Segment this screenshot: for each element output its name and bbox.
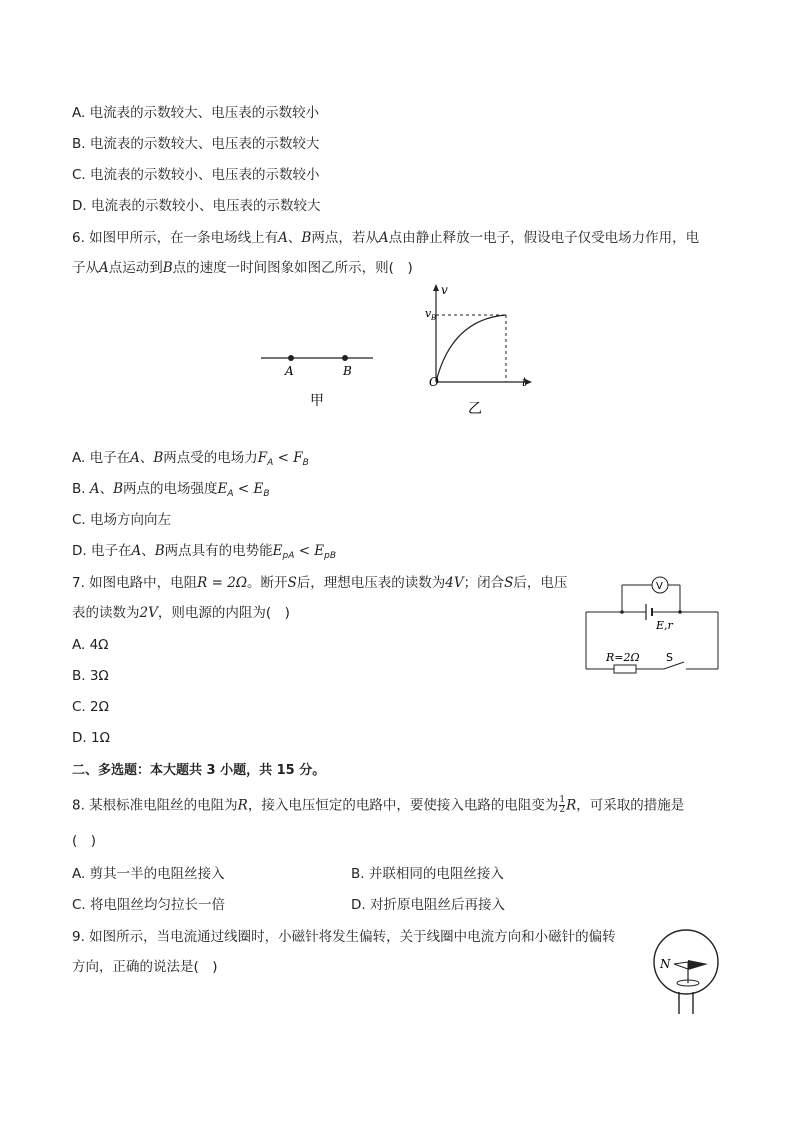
q6-option-b: B. A、B两点的电场强度$E_A < E_B$ xyxy=(72,481,270,499)
q7-option-d: D. 1Ω xyxy=(72,730,110,746)
point-a xyxy=(288,355,294,361)
caption-yi: 乙 xyxy=(468,401,482,417)
switch-label: S xyxy=(666,651,673,664)
q9-stem-line1: 9. 如图所示，当电流通过线圈时，小磁针将发生偏转，关于线圈中电流方向和小磁针的偏转 xyxy=(72,929,616,945)
source-label: E,r xyxy=(656,619,673,632)
q8-option-b: B. 并联相同的电阻丝接入 xyxy=(351,866,504,882)
voltmeter-label: V xyxy=(656,581,663,592)
q6-figure-yi xyxy=(418,282,538,420)
q7-option-a: A. 4Ω xyxy=(72,637,109,653)
q7-circuit-figure xyxy=(582,572,724,678)
q7-stem-line1: 7. 如图电路中，电阻R = 2Ω。断开S后，理想电压表的读数为4V；闭合S后，电压 xyxy=(72,575,568,591)
origin-label: O xyxy=(429,375,439,389)
q6-figure-jia xyxy=(255,345,380,413)
resistor-label: R=2Ω xyxy=(606,651,640,664)
q6-stem-line1: 6. 如图甲所示，在一条电场线上有A、B两点，若从A点由静止释放一电子，假设电子仅受电场力作用，电 xyxy=(72,230,700,246)
needle-south xyxy=(688,960,708,970)
q6-option-c: C. 电场方向向左 xyxy=(72,512,172,528)
q5-option-b: B. 电流表的示数较大、电压表的示数较大 xyxy=(72,136,320,152)
q8-stem-line1: 8. 某根标准电阻丝的电阻为R，接入电压恒定的电路中，要使接入电路的电阻变为 $\frac{1}{2}$ R，可采取的措施是 xyxy=(72,795,685,815)
q5-option-a: A. 电流表的示数较大、电压表的示数较小 xyxy=(72,105,320,121)
label-b: B xyxy=(343,364,352,378)
q6-option-d: D. 电子在A、B两点具有的电势能$E_{pA} < E_{pB}$ xyxy=(72,543,337,561)
tick-vb-sub: B xyxy=(431,314,437,322)
needle-north xyxy=(674,962,688,969)
q9-coil-figure xyxy=(648,926,728,1018)
q8-stem-line2: ( ) xyxy=(72,833,97,849)
q5-option-d: D. 电流表的示数较小、电压表的示数较大 xyxy=(72,198,321,214)
q7-option-b: B. 3Ω xyxy=(72,668,109,684)
label-a: A xyxy=(285,364,294,378)
q5-option-c: C. 电流表的示数较小、电压表的示数较小 xyxy=(72,167,320,183)
q8-option-a: A. 剪其一半的电阻丝接入 xyxy=(72,866,225,882)
q7-option-c: C. 2Ω xyxy=(72,699,109,715)
axis-v: v xyxy=(441,283,448,297)
north-label: N xyxy=(660,957,671,971)
caption-jia: 甲 xyxy=(310,393,324,409)
q8-option-d: D. 对折原电阻丝后再接入 xyxy=(351,897,505,913)
resistor-icon xyxy=(614,665,636,673)
q6-option-a: A. 电子在A、B两点受的电场力$F_A < F_B$ xyxy=(72,450,309,468)
velocity-curve xyxy=(436,315,506,382)
q7-stem-line2: 表的读数为2V，则电源的内阻为( ) xyxy=(72,605,290,621)
q8-option-c: C. 将电阻丝均匀拉长一倍 xyxy=(72,897,226,913)
q9-stem-line2: 方向，正确的说法是( ) xyxy=(72,959,218,975)
axis-t: t xyxy=(522,375,527,389)
tick-vb: v xyxy=(425,307,432,320)
fraction-one-half: $\frac{1}{2}$ xyxy=(559,795,566,815)
q6-stem-line2: 子从A点运动到B点的速度一时间图象如图乙所示，则( ) xyxy=(72,260,413,276)
point-b xyxy=(342,355,348,361)
section-title: 二、多选题：本大题共 3 小题，共 15 分。 xyxy=(72,763,326,778)
